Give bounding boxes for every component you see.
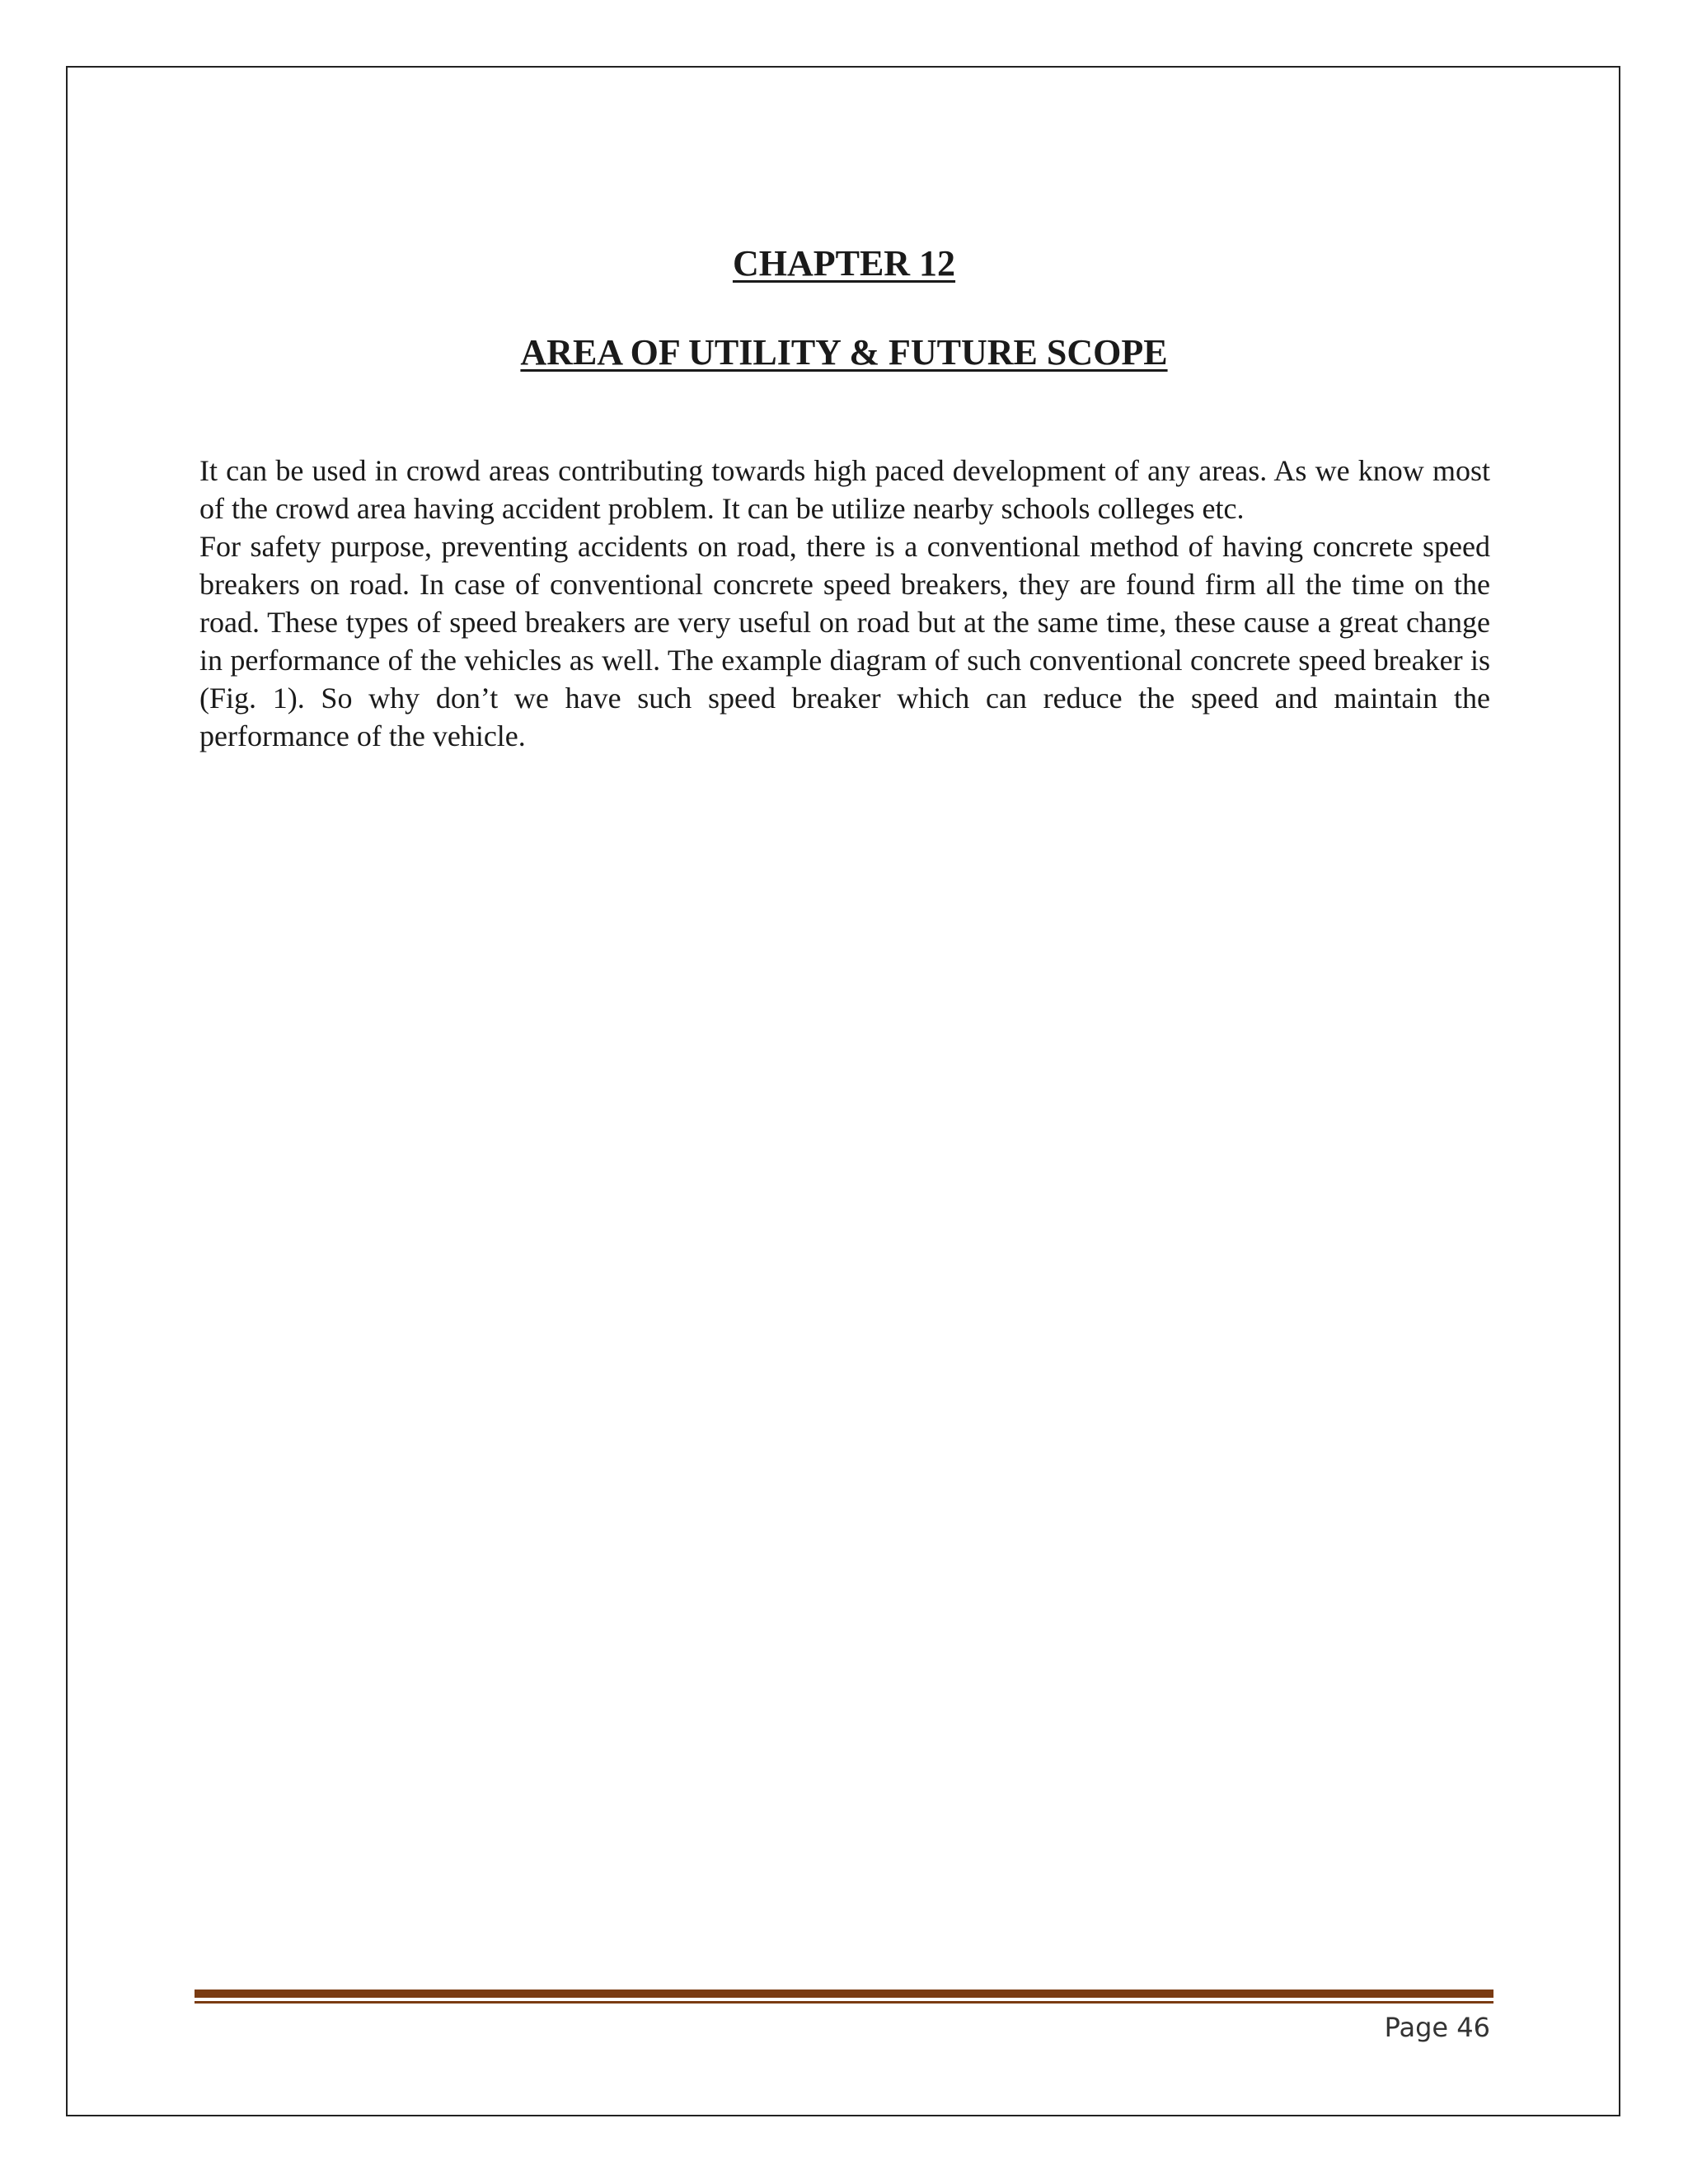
footer-rule-thin (195, 2001, 1493, 2004)
chapter-heading: CHAPTER 12 (732, 243, 956, 284)
paragraph: It can be used in crowd areas contributing towards high paced development of any areas. As we know most of the crowd area having accident problem. It can be utilize nearby schools colleges etc. (199, 454, 1490, 525)
body-text (199, 452, 1490, 755)
section-heading: AREA OF UTILITY & FUTURE SCOPE (520, 332, 1168, 373)
page-number: Page 46 (1384, 2012, 1490, 2043)
paragraph: For safety purpose, preventing accidents on road, there is a conventional method of having concrete speed breakers on road. In case of conventional concrete speed breakers, they are found firm all the time on the road. These types of speed breakers are very useful on road but at the same time, these cause a great change in performance of the vehicles as well. The example diagram of such conventional concrete speed breaker is (Fig. 1). So why don’t we have such speed breaker which can reduce the speed and maintain the performance of the vehicle. (199, 530, 1490, 752)
footer-rule (195, 1990, 1493, 1998)
